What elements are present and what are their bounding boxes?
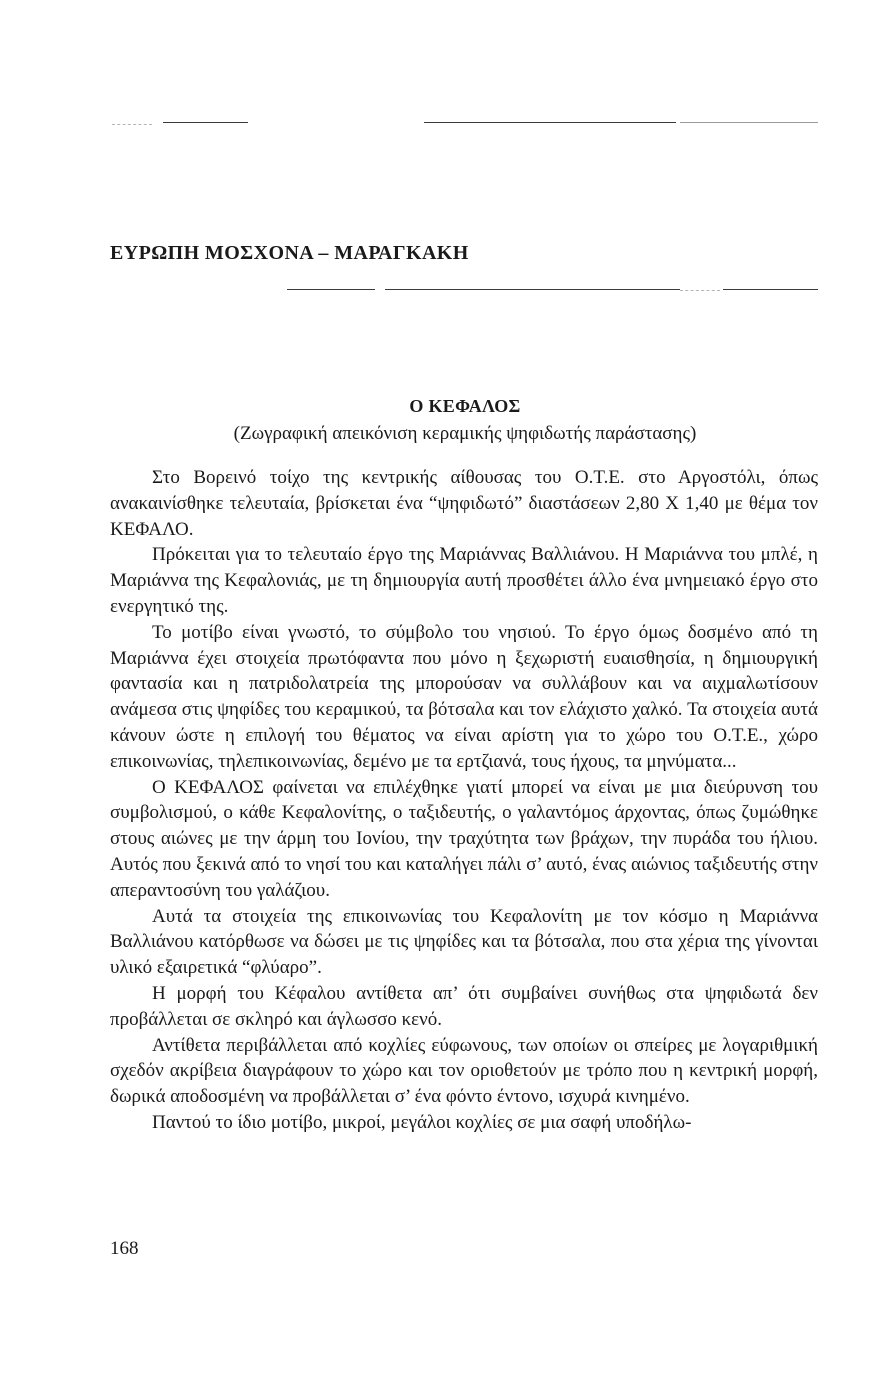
paragraph: Παντού το ίδιο μοτίβο, μικροί, μεγάλοι κοχλίες σε μια σαφή υποδήλω-: [152, 1111, 692, 1133]
top-rule-left-faint: [112, 124, 152, 125]
paragraph: Πρόκειται για το τελευταίο έργο της Μαριάννας Βαλλιάνου. Η Μαριάννα του μπλέ, η Μαριάννα της Κεφαλονιάς, με τη δημιουργία αυτή προσθέτει άλλο ένα μνημειακό έργο στο ενεργητικό της.: [110, 544, 818, 617]
top-rule-right: [424, 122, 676, 123]
paragraph: Το μοτίβο είναι γνωστό, το σύμβολο του νησιού. Το έργο όμως δοσμένο από τη Μαριάννα έχει στοιχεία πρωτόφαντα που μόνο η ξεχωριστή ευαισθησία, η δημιουργική φαντασία και η πατριδολατρεία της μπορούσαν να συλλάβουν και να αιχμαλωτίσουν ανάμεσα στις ψηφίδες του κεραμικού, τα βότσαλα και τον ελάχιστο χαλκό. Τα στοιχεία αυτά κάνουν ώστε η επιλογή του θέματος να είναι αρίστη για το χώρο του Ο.Τ.Ε., χώρο επικοινωνίας, τηλεπικοινωνίας, δεμένο με τα ερτζιανά, τους ήχους, τα μηνύματα...: [110, 621, 818, 772]
article-title: Ο ΚΕΦΑΛΟΣ: [409, 396, 521, 416]
paragraph: Η μορφή του Κέφαλου αντίθετα απ’ ότι συμβαίνει συνήθως στα ψηφιδωτά δεν προβάλλεται σε σκληρό και άγλωσσο κενό.: [110, 982, 818, 1030]
author-rule-left: [287, 289, 375, 290]
author-rule-middle: [385, 289, 680, 290]
paragraph: Αυτά τα στοιχεία της επικοινωνίας του Κεφαλονίτη με τον κόσμο η Μαριάννα Βαλλιάνου κατόρθωσε να δώσει με τις ψηφίδες και τα βότσαλα, που στα χέρια της γίνονται υλικό εξαιρετικά “φλύαρο”.: [110, 905, 818, 979]
paragraph: Αντίθετα περιβάλλεται από κοχλίες εύφωνους, των οποίων οι σπείρες με λογαριθμική σχεδόν ακρίβεια διαγράφουν το χώρο και τον οριοθετούν με τρόπο που η κεντρική μορφή, δωρικά αποδοσμένη να προβάλλεται σ’ ένα φόντο έντονο, ισχυρά κινημένο.: [110, 1034, 818, 1108]
paragraph: Ο ΚΕΦΑΛΟΣ φαίνεται να επιλέχθηκε γιατί μπορεί να είναι με μια διεύρυνση του συμβολισμού, ο κάθε Κεφαλονίτης, ο ταξιδευτής, ο γαλαντόμος άρχοντας, όπως ζυμώθηκε στους αιώνες με την άρμη του Ιονίου, την τραχύτητα των βράχων, την πυράδα του ήλιου. Αυτός που ξεκινά από το νησί του και καταλήγει πάλι σ’ αυτό, ένας αιώνιος ταξιδευτής στην απεραντοσύνη του γαλάζιου.: [110, 776, 818, 901]
author-rule-gap: [680, 290, 720, 291]
page-number: 168: [110, 1238, 139, 1259]
article-body: [110, 465, 818, 1136]
author-name: ΕΥΡΩΠΗ ΜΟΣΧΟΝΑ – ΜΑΡΑΓΚΑΚΗ: [110, 242, 469, 264]
top-rule-right-faint: [680, 122, 818, 123]
top-rule-left: [163, 122, 248, 123]
paragraph: Στο Βορεινό τοίχο της κεντρικής αίθουσας του Ο.Τ.Ε. στο Αργοστόλι, όπως ανακαινίσθηκε τελευταία, βρίσκεται ένα “ψηφιδωτό” διαστάσεων 2,80 Χ 1,40 με θέμα τον ΚΕΦΑΛΟ.: [110, 467, 818, 540]
article-subtitle: (Ζωγραφική απεικόνιση κεραμικής ψηφιδωτής παράστασης): [233, 423, 697, 444]
author-rule-right: [723, 289, 818, 290]
